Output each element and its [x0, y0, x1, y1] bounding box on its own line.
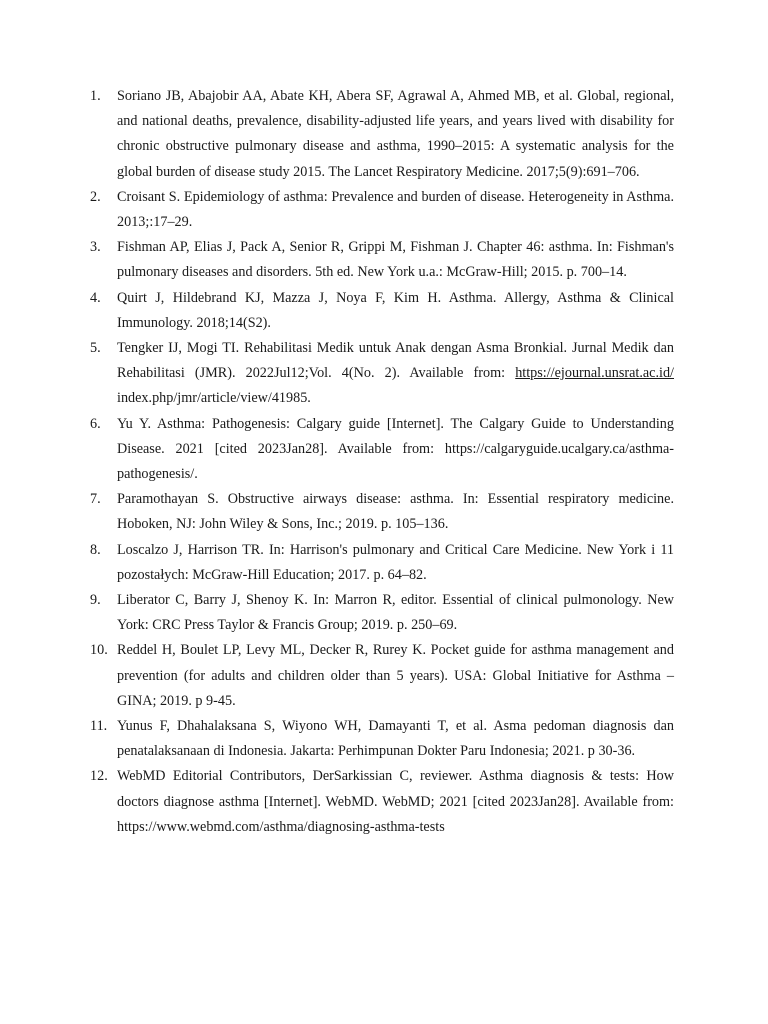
reference-item	[90, 412, 674, 488]
reference-text: Reddel H, Boulet LP, Levy ML, Decker R, Rurey K. Pocket guide for asthma management and prevention (for adults and children older than 5 years). USA: Global Initiative for Asthma – GINA; 2019. p 9-45.	[117, 642, 674, 709]
reference-number: 10.	[90, 642, 108, 659]
reference-item	[90, 538, 674, 588]
reference-number: 7.	[90, 491, 101, 508]
reference-text: Croisant S. Epidemiology of asthma: Prevalence and burden of disease. Heterogeneity in Asthma. 2013;:17–29.	[117, 188, 674, 231]
reference-number: 3.	[90, 239, 101, 256]
reference-item	[90, 638, 674, 714]
reference-number: 9.	[90, 592, 101, 609]
ejournal-link[interactable]: https://ejournal.unsrat.ac.id/	[515, 365, 674, 382]
reference-item	[90, 764, 674, 840]
reference-text: Paramothayan S. Obstructive airways disease: asthma. In: Essential respiratory medicine. Hoboken, NJ: John Wiley & Sons, Inc.; 2019. p. 105–136.	[117, 491, 674, 533]
reference-number: 1.	[90, 88, 101, 104]
reference-item	[90, 286, 674, 336]
reference-text: Soriano JB, Abajobir AA, Abate KH, Abera SF, Agrawal A, Ahmed MB, et al. Global, regional, and national deaths, prevalence, disability-adjusted life years, and years lived with disability for chronic obstructive pulmonary disease and asthma, 1990–2015: A systematic analysis for the global burden of disease study 2015. The Lancet Respiratory Medicine. 2017;5(9):691–706.	[117, 88, 674, 180]
reference-text: Loscalzo J, Harrison TR. In: Harrison's pulmonary and Critical Care Medicine. New York i 11 pozostałych: McGraw-Hill Education; 2017. p. 64–82.	[117, 541, 674, 583]
reference-text: Yunus F, Dhahalaksana S, Wiyono WH, Damayanti T, et al. Asma pedoman diagnosis dan penatalaksanaan di Indonesia. Jakarta: Perhimpunan Dokter Paru Indonesia; 2021. p 30-36.	[117, 718, 674, 760]
reference-text: WebMD Editorial Contributors, DerSarkissian C, reviewer. Asthma diagnosis & tests: How doctors diagnose asthma [Internet]. WebMD. WebMD; 2021 [cited 2023Jan28]. Available from: https://www.webmd.com/asthma/diagnosing-asthma-tests	[117, 768, 674, 835]
reference-item	[90, 185, 674, 235]
reference-text-after-link: index.php/jmr/article/view/41985.	[117, 390, 311, 407]
reference-number: 8.	[90, 541, 101, 558]
reference-number: 6.	[90, 415, 101, 432]
reference-number: 4.	[90, 289, 101, 306]
reference-text-before-link: Tengker IJ, Mogi TI. Rehabilitasi Medik untuk Anak dengan Asma Bronkial. Jurnal Medik dan Rehabilitasi (JMR). 2022Jul12;Vol. 4(No. 2). Available from:	[117, 340, 674, 382]
reference-item	[90, 84, 674, 185]
reference-list	[90, 84, 674, 840]
reference-item	[90, 235, 674, 285]
reference-item	[90, 487, 674, 537]
reference-text: Liberator C, Barry J, Shenoy K. In: Marron R, editor. Essential of clinical pulmonology. New York: CRC Press Taylor & Francis Group; 2019. p. 250–69.	[117, 592, 674, 634]
reference-number: 5.	[90, 340, 101, 357]
reference-number: 2.	[90, 188, 101, 205]
reference-text: Fishman AP, Elias J, Pack A, Senior R, Grippi M, Fishman J. Chapter 46: asthma. In: Fishman's pulmonary diseases and disorders. 5th ed. New York u.a.: McGraw-Hill; 2015. p. 700–14.	[117, 239, 674, 281]
reference-item	[90, 588, 674, 638]
reference-text: Yu Y. Asthma: Pathogenesis: Calgary guide [Internet]. The Calgary Guide to Understanding Disease. 2021 [cited 2023Jan28]. Available from: https://calgaryguide.ucalgary.ca/asthma-pathogenesis/.	[117, 415, 674, 483]
reference-item	[90, 714, 674, 764]
reference-text: Quirt J, Hildebrand KJ, Mazza J, Noya F, Kim H. Asthma. Allergy, Asthma & Clinical Immunology. 2018;14(S2).	[117, 289, 674, 331]
reference-item	[90, 336, 674, 412]
reference-number: 12.	[90, 768, 108, 785]
reference-text	[117, 336, 674, 412]
reference-number: 11.	[90, 718, 108, 735]
